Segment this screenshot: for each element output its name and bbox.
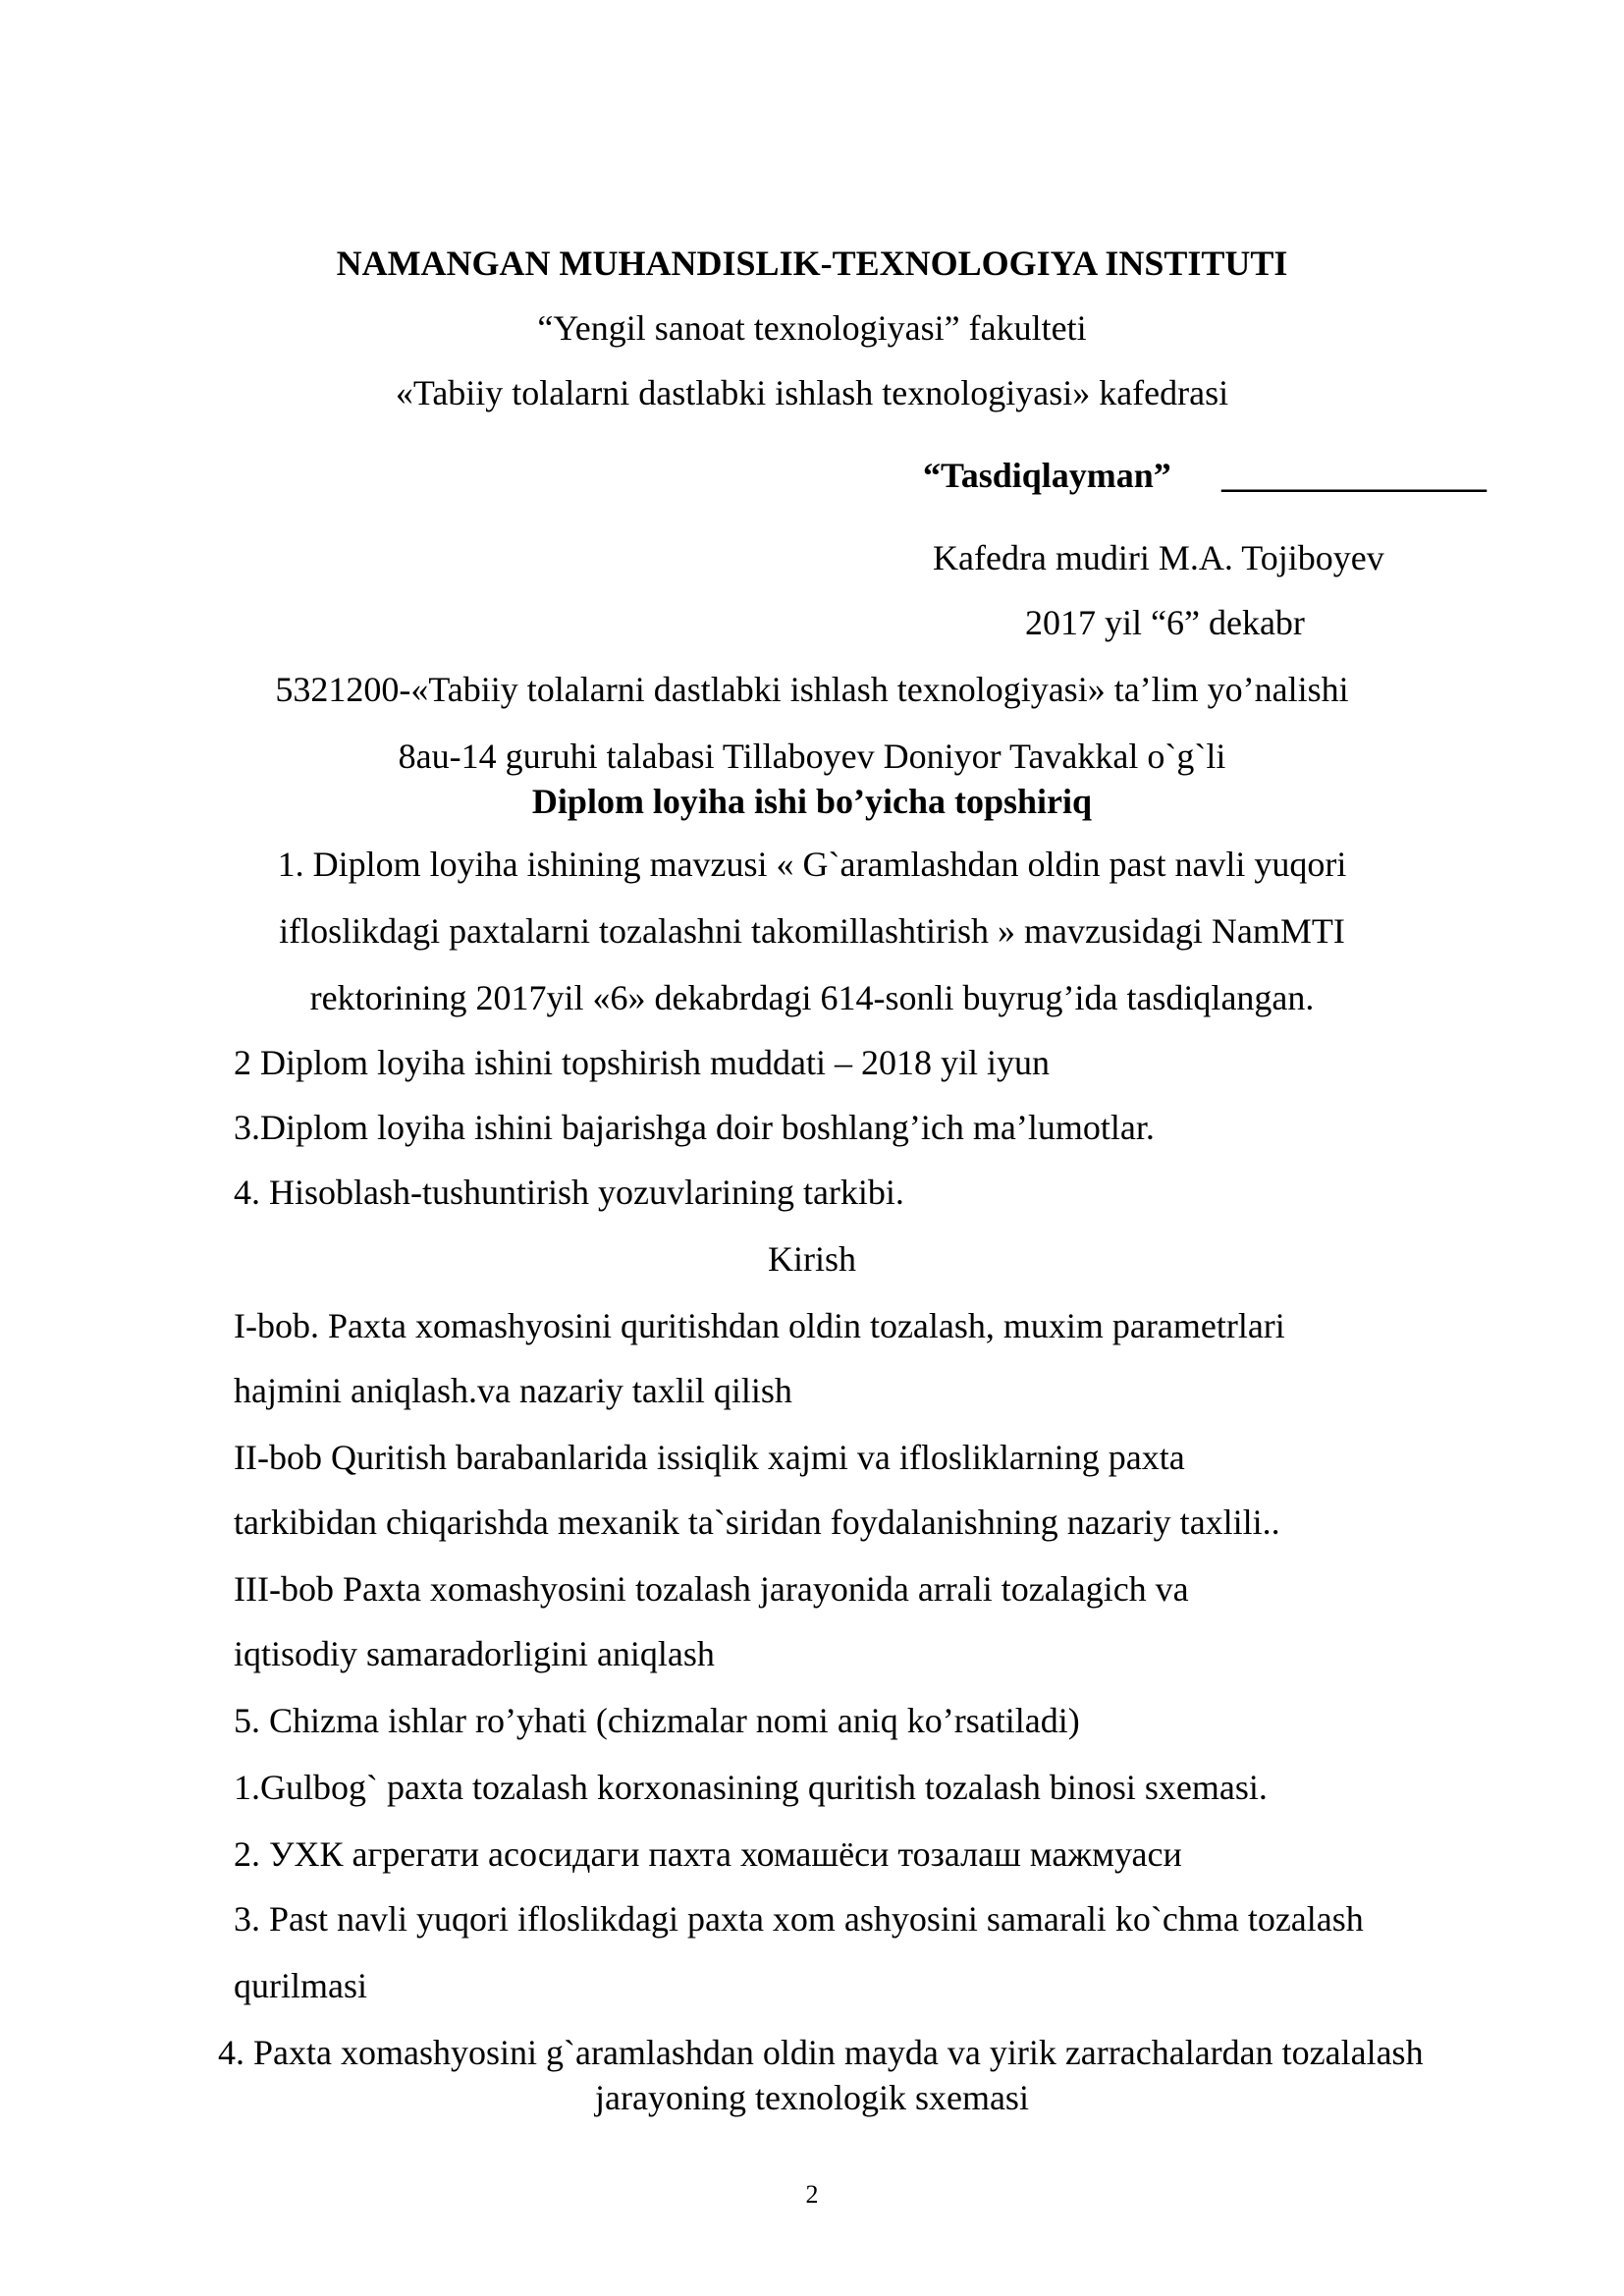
signature-line: _______________ (1221, 456, 1487, 495)
drawing-item: 4. Paxta xomashyosini g`aramlashdan oldin mayda va yirik zarrachalardan tozalalash (218, 2033, 1424, 2072)
chapter-line: hajmini aniqlash.va nazariy taxlil qilish (234, 1371, 792, 1410)
faculty-name: “Yengil sanoat texnologiyasi” fakulteti (537, 308, 1087, 348)
drawing-item: 2. УХК агрегати асосидаги пахта хомашёси тозалаш мажмуаси (234, 1834, 1182, 1874)
chapter-line: iqtisodiy samaradorligini aniqlash (234, 1634, 715, 1673)
head-of-department: Kafedra mudiri M.A. Tojiboyev (933, 538, 1384, 577)
task3-line: 3.Diplom loyiha ishini bajarishga doir boshlang’ich ma’lumotlar. (234, 1108, 1155, 1147)
direction-line: 5321200-«Tabiiy tolalarni dastlabki ishlash texnologiyasi» ta’lim yo’nalishi (275, 670, 1349, 709)
page-number: 2 (805, 2180, 819, 2209)
chapter-line: III-bob Paxta xomashyosini tozalash jarayonida arrali tozalagich va (234, 1569, 1189, 1609)
task2-line: 2 Diplom loyiha ishini topshirish muddati – 2018 yil iyun (234, 1043, 1051, 1082)
student-line: 8au-14 guruhi talabasi Tillaboyev Doniyor Tavakkal o`g`li (398, 737, 1226, 776)
drawing-item: qurilmasi (234, 1966, 367, 2005)
chapter-line: I-bob. Paxta xomashyosini quritishdan oldin tozalash, muxim parametrlari (234, 1306, 1285, 1345)
department-name: «Tabiiy tolalarni dastlabki ishlash texnologiyasi» kafedrasi (395, 373, 1229, 412)
drawing-item: 1.Gulbog` paxta tozalash korxonasining quritish tozalash binosi sxemasi. (234, 1768, 1268, 1807)
drawing-item: jarayoning texnologik sxemasi (595, 2078, 1029, 2117)
task1-line-3: rektorining 2017yil «6» dekabrdagi 614-sonli buyrug’ida tasdiqlangan. (309, 978, 1315, 1017)
task4-line: 4. Hisoblash-tushuntirish yozuvlarining tarkibi. (234, 1173, 904, 1212)
drawing-item: 3. Past navli yuqori ifloslikdagi paxta xom ashyosini samarali ko`chma tozalash (234, 1899, 1364, 1939)
institute-name: NAMANGAN MUHANDISLIK-TEXNOLOGIYA INSTITUTI (336, 244, 1288, 283)
task1-line-2: ifloslikdagi paxtalarni tozalashni takomillashtirish » mavzusidagi NamMTI (279, 911, 1345, 951)
approval-date: 2017 yil “6” dekabr (1025, 603, 1305, 642)
task5-line: 5. Chizma ishlar ro’yhati (chizmalar nomi aniq ko’rsatiladi) (234, 1701, 1080, 1740)
chapter-line: tarkibidan chiqarishda mexanik ta`siridan foydalanishning nazariy taxlili.. (234, 1503, 1280, 1542)
approval-label: “Tasdiqlayman” (923, 456, 1171, 495)
chapter-line: II-bob Quritish barabanlarida issiqlik xajmi va iflosliklarning paxta (234, 1438, 1185, 1477)
task1-line-1: 1. Diplom loyiha ishining mavzusi « G`aramlashdan oldin past navli yuqori (277, 845, 1347, 884)
document-title: Diplom loyiha ishi bo’yicha topshiriq (531, 782, 1093, 821)
intro-heading: Kirish (768, 1239, 856, 1279)
